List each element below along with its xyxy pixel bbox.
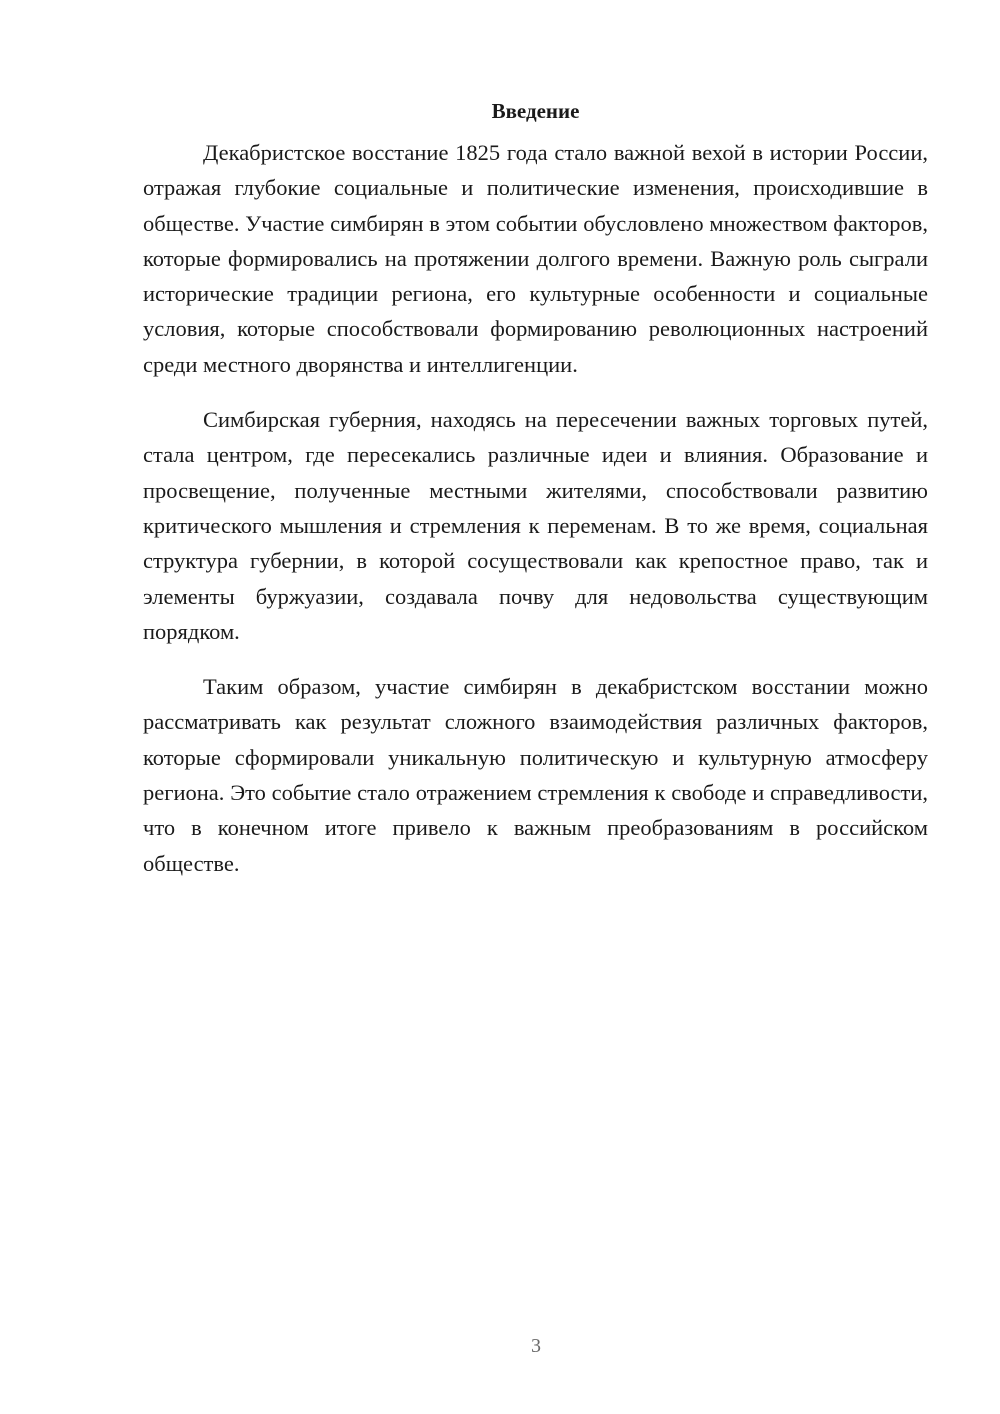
section-heading: Введение bbox=[491, 99, 580, 123]
paragraph-2: Симбирская губерния, находясь на пересечении важных торговых путей, стала центром, где пересекались различные идеи и влияния. Образование и просвещение, полученные местными жителями, способствовали развитию критического мышления и стремления к переменам. В то же время, социальная структура губернии, в которой сосуществовали как крепостное право, так и элементы буржуазии, создавала почву для недовольства существующим порядком. bbox=[143, 407, 928, 644]
page-number: 3 bbox=[531, 1335, 541, 1357]
paragraph-1: Декабристское восстание 1825 года стало важной вехой в истории России, отражая глубокие социальные и политические изменения, происходившие в обществе. Участие симбирян в этом событии обусловлено множеством факторов, которые формировались на протяжении долгого времени. Важную роль сыграли исторические традиции региона, его культурные особенности и социальные условия, которые способствовали формированию революционных настроений среди местного дворянства и интеллигенции. bbox=[143, 140, 928, 377]
paragraph-3: Таким образом, участие симбирян в декабристском восстании можно рассматривать как результат сложного взаимодействия различных факторов, которые сформировали уникальную политическую и культурную атмосферу региона. Это событие стало отражением стремления к свободе и справедливости, что в конечном итоге привело к важным преобразованиям в российском обществе. bbox=[143, 674, 928, 876]
page-content bbox=[143, 94, 928, 901]
